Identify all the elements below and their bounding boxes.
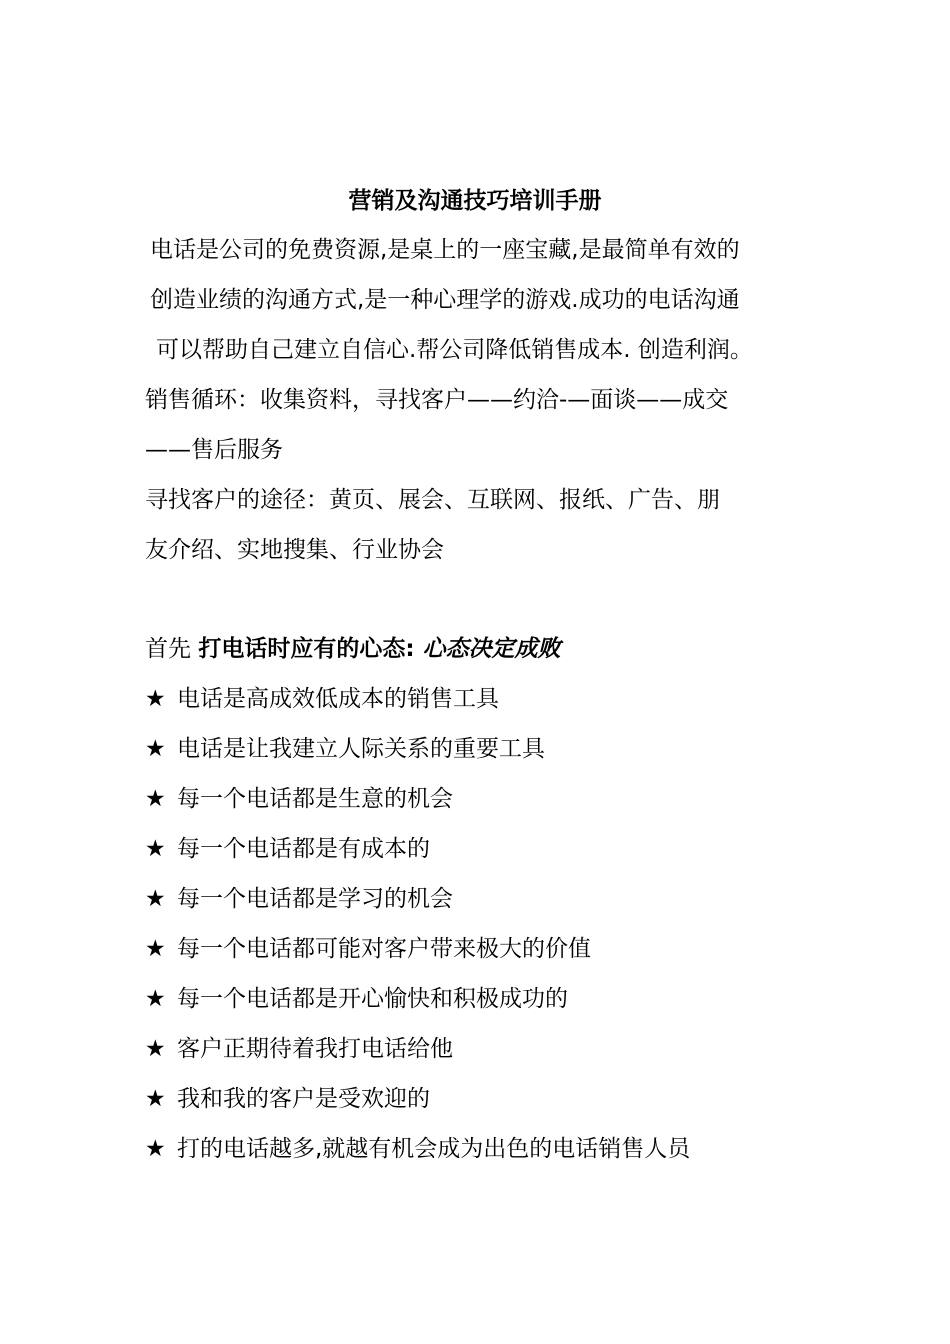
document-title: 营销及沟通技巧培训手册 [348,188,602,214]
mindset-heading-bold: 打电话时应有的心态: [198,636,423,662]
bullet-text: 电话是让我建立人际关系的重要工具 [177,736,545,762]
star-icon: ★ [145,736,166,762]
star-icon: ★ [145,786,166,812]
mindset-heading-prefix: 首先 [145,636,199,662]
bullet-text: 每一个电话都是有成本的 [177,836,430,862]
bullet-text: 客户正期待着我打电话给他 [177,1036,453,1062]
list-item [145,833,690,883]
list-item [145,1033,690,1083]
customer-sources-line-1: 寻找客户的途径：黄页、展会、互联网、报纸、广告、朋 [145,487,720,513]
sales-cycle-line-1: 销售循环：收集资料，寻找客户——约洽-—面谈——成交 [145,387,729,413]
list-item [145,733,690,783]
bullet-text: 打的电话越多,就越有机会成为出色的电话销售人员 [177,1136,691,1162]
star-icon: ★ [145,986,166,1012]
list-item [145,883,690,933]
star-icon: ★ [145,936,166,962]
mindset-heading-emphasis: 心态决定成败 [422,636,561,662]
list-item [145,983,690,1033]
star-icon: ★ [145,1036,166,1062]
sales-cycle-line-2: ——售后服务 [145,437,283,463]
mindset-heading [145,633,561,665]
bullet-text: 每一个电话都是生意的机会 [177,786,453,812]
mindset-bullet-list [145,683,690,1183]
star-icon: ★ [145,1086,166,1112]
bullet-text: 我和我的客户是受欢迎的 [177,1086,430,1112]
customer-sources-line-2: 友介绍、实地搜集、行业协会 [145,537,444,563]
list-item [145,1083,690,1133]
list-item [145,1133,690,1183]
bullet-text: 每一个电话都可能对客户带来极大的价值 [177,936,591,962]
bullet-text: 电话是高成效低成本的销售工具 [177,686,499,712]
list-item [145,683,690,733]
star-icon: ★ [145,686,166,712]
intro-line-1: 电话是公司的免费资源,是桌上的一座宝藏,是最简单有效的 [150,237,740,263]
bullet-text: 每一个电话都是学习的机会 [177,886,453,912]
star-icon: ★ [145,886,166,912]
star-icon: ★ [145,1136,166,1162]
list-item [145,933,690,983]
bullet-text: 每一个电话都是开心愉快和积极成功的 [177,986,568,1012]
star-icon: ★ [145,836,166,862]
list-item [145,783,690,833]
intro-line-3: 可以帮助自己建立自信心.帮公司降低销售成本. 创造利润。 [156,337,753,363]
intro-line-2: 创造业绩的沟通方式,是一种心理学的游戏.成功的电话沟通 [150,287,740,313]
